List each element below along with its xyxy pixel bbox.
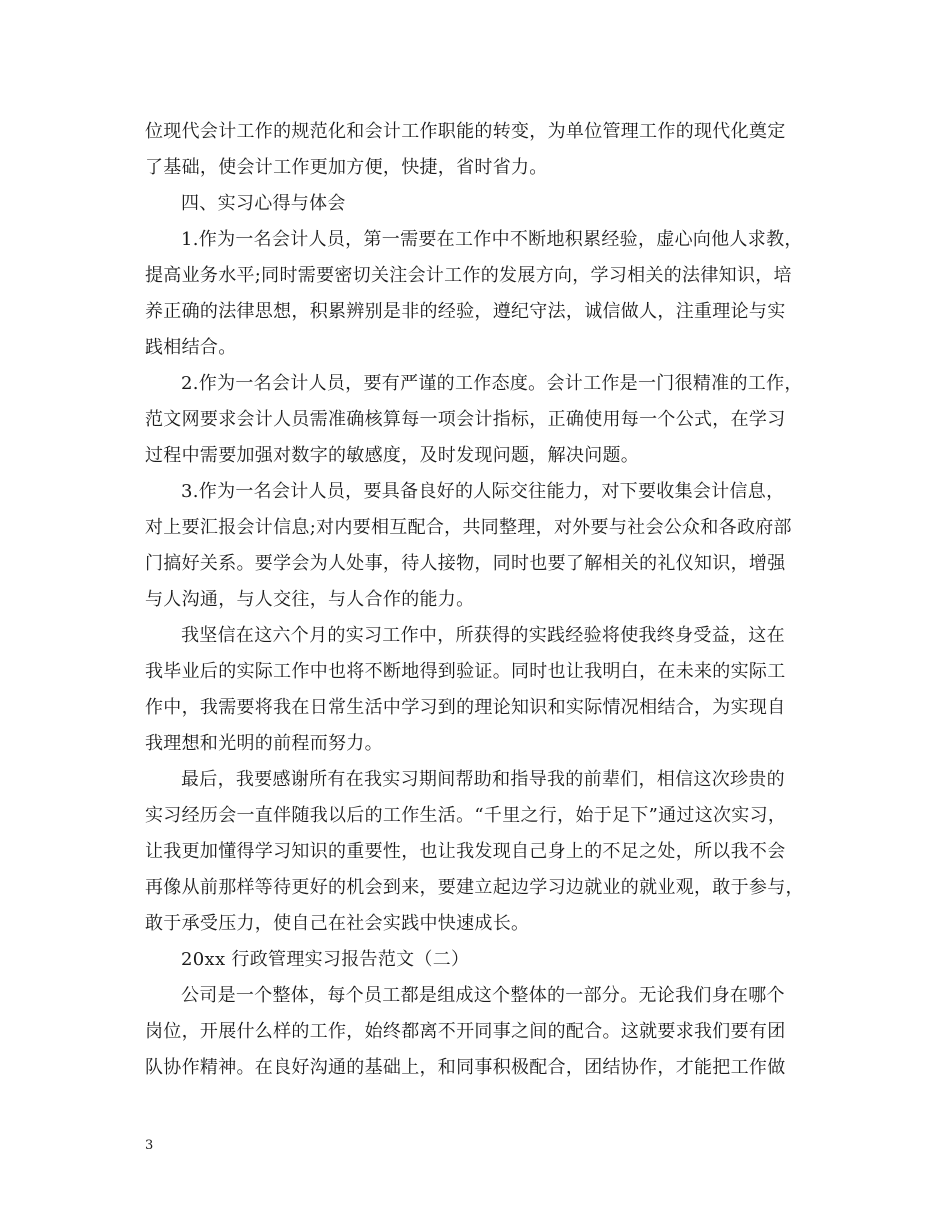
body-text-line: 敢于承受压力，使自己在社会实践中快速成长。 (145, 913, 530, 934)
body-text-line: 与人沟通，与人交往，与人合作的能力。 (145, 589, 475, 610)
section-heading: 四、实习心得与体会 (181, 193, 346, 214)
body-text-line: 位现代会计工作的规范化和会计工作职能的转变，为单位管理工作的现代化奠定 (145, 121, 786, 142)
body-text-line: 2.作为一名会计人员，要有严谨的工作态度。会计工作是一门很精准的工作， (181, 373, 803, 394)
body-text-line: 队协作精神。在良好沟通的基础上，和同事积极配合，团结协作，才能把工作做 (145, 1057, 786, 1078)
body-text-line: 最后，我要感谢所有在我实习期间帮助和指导我的前辈们，相信这次珍贵的 (181, 769, 785, 790)
body-text-line: 我理想和光明的前程而努力。 (145, 733, 383, 754)
body-text-line: 践相结合。 (145, 337, 237, 358)
body-text-line: 养正确的法律思想，积累辨别是非的经验，遵纪守法，诚信做人，注重理论与实 (145, 301, 786, 322)
body-text-line: 提高业务水平;同时需要密切关注会计工作的发展方向，学习相关的法律知识，培 (145, 265, 792, 286)
body-text-line: 让我更加懂得学习知识的重要性，也让我发现自己身上的不足之处，所以我不会 (145, 841, 786, 862)
section-heading: 20xx 行政管理实习报告范文（二） (181, 949, 470, 970)
body-text-line: 我毕业后的实际工作中也将不断地得到验证。同时也让我明白，在未来的实际工 (145, 661, 786, 682)
body-text-line: 我坚信在这六个月的实习工作中，所获得的实践经验将使我终身受益，这在 (181, 625, 785, 646)
body-text-line: 3.作为一名会计人员，要具备良好的人际交往能力，对下要收集会计信息， (181, 481, 785, 502)
body-text-line: 门搞好关系。要学会为人处事，待人接物，同时也要了解相关的礼仪知识，增强 (145, 553, 786, 574)
body-text-line: 实习经历会一直伴随我以后的工作生活。“千里之行，始于足下”通过这次实习， (145, 805, 787, 826)
body-text-line: 过程中需要加强对数字的敏感度，及时发现问题，解决问题。 (145, 445, 640, 466)
body-text-line: 对上要汇报会计信息;对内要相互配合，共同整理，对外要与社会公众和各政府部 (145, 517, 792, 538)
body-text-line: 范文网要求会计人员需准确核算每一项会计指标，正确使用每一个公式，在学习 (145, 409, 786, 430)
page-number: 3 (145, 1138, 154, 1153)
body-text-line: 再像从前那样等待更好的机会到来，要建立起边学习边就业的就业观，敢于参与， (145, 877, 804, 898)
body-text-line: 岗位，开展什么样的工作，始终都离不开同事之间的配合。这就要求我们要有团 (145, 1021, 786, 1042)
body-text-line: 1.作为一名会计人员，第一需要在工作中不断地积累经验，虚心向他人求教， (181, 229, 803, 250)
body-text-line: 作中，我需要将我在日常生活中学习到的理论知识和实际情况相结合，为实现自 (145, 697, 786, 718)
body-text-line: 公司是一个整体，每个员工都是组成这个整体的一部分。无论我们身在哪个 (181, 985, 785, 1006)
body-text-line: 了基础，使会计工作更加方便，快捷，省时省力。 (145, 157, 548, 178)
